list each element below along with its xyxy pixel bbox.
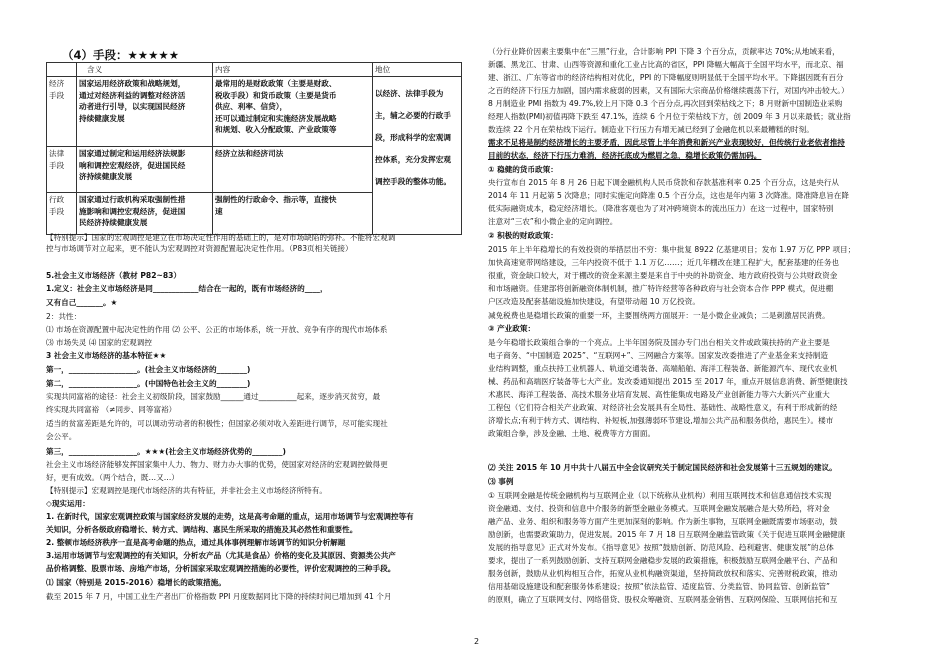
right-paragraph-line: 和市场融资。佳建部将创新融资体制机制，推广特许经营等各种政府与社会资本合作 PPP 模式，促进棚 [488,284,834,293]
cell-line: 速 [215,206,223,216]
left-paragraph-line: 适当的贫富差距是允许的，可以调动劳动者的积极性；但国家必须对收入差距进行调节，尽可能实现社 [46,419,388,428]
row-head-line: 经济 [49,79,65,89]
right-paragraph-line: ② 积极的财政政策： [488,231,558,240]
cell-line: 济持续健康发展 [79,172,133,182]
left-paragraph-line: 3 社会主义市场经济的基本特征★★ [46,351,167,360]
left-paragraph-line: 好，更有成效。（两个结合，既…又…） [46,473,179,482]
left-paragraph-line: 2：共性： [46,312,82,321]
left-paragraph-line: 第二，__________________。(中国特色社会主义的________) [46,379,251,388]
left-paragraph-line: 2. 整顿市场经济秩序一直是高考命题的热点，通过具体事例理解市场调节的知识分析解题 [46,538,346,547]
left-paragraph-line: 第三，__________________。★★★(社会主义市场经济优势的________) [46,447,286,456]
means-table [46,62,462,235]
row-head [47,193,77,235]
status-line: 控体系，充分发挥宏观 [375,155,451,165]
left-paragraph-line: 5.社会主义市场经济（教材 P82~83） [46,271,181,280]
left-paragraph-line: ◇现实运用： [46,499,90,508]
right-paragraph-line: 术惠民、海洋工程装备、高技术服务业培育发展、高性能集成电路及产业创新能力等六大新兴产业重大 [488,390,830,399]
cell-line: 还可以通过制定和实施经济发展战略 [215,113,337,123]
right-paragraph-line: 注意对“三农”和小微企业的定向调控。 [488,217,618,226]
meaning-cell [77,193,213,235]
right-paragraph-line: 信用基础设施建设和配套服务体系建设；按照“依法监管、适度监管、分类监管、协同监管、创新监管” [488,582,830,591]
cell-line: 民经济持续健康发展 [79,218,148,228]
left-paragraph-line: 3.运用市场调节与宏观调控的有关知识，分析农产品（尤其是食品）价格的变化及其原因、资源类公共产 [46,551,396,560]
content-cell [213,147,373,193]
right-paragraph-line: 加快高速宽带网络建设，三年内投资不低于 1.1 万亿……；近几年棚改在建工程扩大，配套基建的任务也 [488,258,840,267]
cell-line: 供应、利率、信贷）， [215,102,288,112]
left-paragraph-line: 【特别提示】国家的宏观调控是建立在市场决定性作用的基础上的，是对市场缺陷的弥补。不能将宏观调 [46,233,396,242]
left-paragraph-line: 社会主义市场经济能够发挥国家集中人力、物力、财力办大事的优势，使国家对经济的宏观调控做得更 [46,460,388,469]
right-paragraph-line: 资金融通、支付、投资和信息中介服务的新型金融业务模式。互联网金融发展融合是大势所趋，将对金 [488,504,830,513]
right-paragraph-line: 减免税费也是稳增长政策的重要一环，主要围绕两方面展开：一是小微企业减负；二是刺激居民消费。 [488,311,830,320]
right-paragraph-line: 户区改造及配套基础设施加快建设，有望带动超 10 万亿投资。 [488,297,700,306]
cell-line: 施影响和调控宏观经济，促进国 [79,206,186,216]
cell-line: 国家通过行政机构采取强制性措 [79,195,186,205]
right-paragraph-line: 械、药品和高端医疗装备等七大产业。发改委通知提出 2015 至 2017 年，重点开展信息消费、新型健康技 [488,377,848,386]
table-header-cell: 内容 [213,63,373,77]
left-paragraph-line: 1. 在新时代，国家宏观调控政策与国家经济发展的走势，这是高考命题的重点，运用市场调节与宏观调控等有 [46,512,414,521]
cell-line: 持续健康发展 [79,113,125,123]
left-paragraph-line: ⑴ 市场在资源配置中起决定性的作用 ⑵ 公平、公正的市场体系，统一开放、竞争有序的现代市场体系 [46,325,388,334]
right-paragraph-line: 服务创新，鼓励从业机构相互合作，拓宽从业机构融资渠道，坚持简政放权和落实、完善财税政策，推动 [488,569,838,578]
table-header-cell: 含义 [77,63,213,77]
right-paragraph-line: 新疆、黑龙江、甘肃、山西等资源和重化工业占比高的省区，PPI 降幅大幅高于全国平均水平，而北京、福 [488,60,844,69]
right-paragraph-line: 低实际融资成本，稳定经济增长。（降准客观也为了对冲跨境资本的流出压力）在这一过程中，国家特别 [488,204,834,213]
cell-line: 国家运用经济政策和战略规划， [79,79,186,89]
status-line: 以经济、法律手段为 [375,89,444,99]
content-cell [213,77,373,147]
row-head [47,77,77,147]
right-paragraph-line: 央行宣布自 2015 年 8 月 26 日起下调金融机构人民币贷款和存款基准利率 0.25 个百分点，这是央行从 [488,178,840,187]
left-paragraph-line: ⑴ 国家（特别是 2015-2016）稳增长的政策措施。 [46,578,226,587]
meaning-cell [77,77,213,147]
right-paragraph-line: 2014 年 11 月起第 5 次降息；同时实施定向降准 0.5 个百分点，这也是年内第 3 次降准。降准降息旨在降 [488,191,850,200]
cell-line: 税收手段）和货币政策（主要是货币 [215,90,337,100]
row-head-line: 法律 [49,149,65,159]
row-head-line: 手段 [49,206,65,216]
right-paragraph-line: 励创新，也需要政策助力，促进发展。2015 年 7 月 18 日互联网金融监管政策《关于促进互联网金融健康 [488,530,846,539]
left-paragraph-line: 会公平。 [46,432,77,441]
cell-line: 通过对经济利益的调整对经济活 [79,90,186,100]
content-cell [213,193,373,235]
right-paragraph-line: 工程包（它们符合相关产业政策、对经济社会发展具有全局性、基础性、战略性意义，有利于形成新的经 [488,403,838,412]
right-paragraph-line: 经理人指数(PMI)初值再降下跌至 47.1%，连续 6 个月位于荣枯线下方，创 2009 年 3 月以来最低；就业指 [488,112,851,121]
right-paragraph-line: 需求不足将是制约经济增长的主要矛盾，因此尽管上半年消费和新兴产业表现较好，但传统行业老依者推持 [488,138,845,147]
status-line: 主，辅之必要的行政手 [375,111,451,121]
status-line: 段，形成科学的宏观调 [375,133,451,143]
right-paragraph-line: 建、浙江、广东等省市的经济结构相对优化，PPI 的下降幅度则明显低于全国平均水平。下降据因既有百分 [488,73,844,82]
right-paragraph-line: ③ 产业政策： [488,324,536,333]
left-paragraph-line: 品价格调整、股票市场、房地产市场，分析国家采取宏观调控措施的必要性，评价宏观调控的三种手段。 [46,564,396,573]
right-paragraph-line: 电子商务、“中国制造 2025”、“互联网+”、三网融合方案等。国家发改委推进了产业基金来支持制造 [488,351,828,360]
table-header-cell: 地位 [373,63,462,77]
right-paragraph-line: 济增长点;有利于转方式、调结构、补短板,加强薄弱环节建设,增加公共产品和服务供给，惠民生）。楼市 [488,416,834,425]
right-paragraph-line: 要求，提出了一系列鼓励创新、支持互联网金融稳步发展的政策措施，积极鼓励互联网金融平台、产品和 [488,556,838,565]
page-number: 2 [474,637,480,646]
table-header-row [47,63,462,77]
cell-line: 国家通过制定和运用经济法规影 [79,149,186,159]
right-paragraph-line: 政策组合拳，涉及金融、土地、税费等方方面面。 [488,429,656,438]
right-paragraph-line: ① 稳健的货币政策： [488,165,558,174]
left-paragraph-line: 【特别提示】宏观调控是现代市场经济的共有特征，并非社会主义市场经济所特有。 [46,486,327,495]
left-paragraph-line: 又有自己_______。★ [46,298,118,307]
row-head-line: 手段 [49,90,65,100]
left-paragraph-line: 关知识，分析各级政府稳增长、转方式、调结构、惠民生所采取的措施及其必然性和重要性。 [46,525,358,534]
right-paragraph-line: ⑵ 关注 2015 年 10 月中共十八届五中全会议研究关于制定国民经济和社会发展第十三五规划的建议。 [488,463,837,472]
right-paragraph-line: （分行业降价因素主要集中在“三黑”行业，合计影响 PPI 下降 3 个百分点，贡献率达 70%;从地域来看， [488,47,840,56]
right-paragraph-line: 的原则，确立了互联网支付、网络借贷、股权众筹融资、互联网基金销售、互联网保险、互联网信托和互 [488,595,838,604]
row-head [47,147,77,193]
right-paragraph-line: 2015 年上半年稳增长的有效投资的举措层出不穷：集中批复 8922 亿基建项目；发布 1.97 万亿 PPP 项目； [488,245,856,254]
right-paragraph-line: 融产品、业务、组织和服务等方面产生更加深刻的影响。作为新生事物，互联网金融既需要市场驱动，鼓 [488,517,838,526]
left-paragraph-line: 截至 2015 年 7 月，中国工业生产者出厂价格指数 PPI 月度数据同比下降的持续时间已增加到 41 个月 [46,592,392,601]
cell-line: 最常用的是财政政策（主要是财政、 [215,79,337,89]
cell-line: 响和调控宏观经济，促进国民经 [79,160,186,170]
cell-line: 经济立法和经济司法 [215,149,284,159]
table-header-cell [47,63,77,77]
cell-line: 和规划、收入分配政策、产业政策等 [215,125,337,135]
right-paragraph-line: 发展的指导意见》正式对外发布。《指导意见》按照“鼓励创新、防范风险、趋利避害、健康发展”的总体 [488,543,834,552]
left-paragraph-line: 1.定义：社会主义市场经济是同____________结合在一起的，既有市场经济的____， [46,284,328,293]
right-paragraph-line: ⑶ 事例 [488,477,514,486]
left-paragraph-line: ⑶ 市场失灵 ⑷ 国家的宏观调控 [46,338,152,347]
row-head-line: 手段 [49,160,65,170]
status-cell [373,77,462,235]
right-paragraph-line: ① 互联网金融是传统金融机构与互联网企业（以下统称从业机构）利用互联网技术和信息通信技术实现 [488,491,832,500]
left-paragraph-line: 控与市场调节对立起来，更不能认为宏观调控对资源配置起决定性作用。（P83页相关链接） [46,244,353,253]
cell-line: 动者进行引导，以实现国民经济 [79,102,186,112]
right-paragraph-line: 很重，资金缺口较大，对于棚改的资金来源主要是来自于中央的补助资金、地方政府投资与公共财政资金 [488,271,838,280]
right-paragraph-line: 之百的经济下行压力加剧，国内需求疲弱的因素，又有国际大宗商品价格继续震荡下行，对国内冲击较大。） [488,86,849,95]
section-title: （4）手段：★★★★★ [62,48,180,62]
left-paragraph-line: 第一，__________________。(社会主义市场经济的________) [46,365,251,374]
row-head-line: 行政 [49,195,65,205]
right-paragraph-line: 数连续 22 个月在荣枯线下运行。制造业下行压力有增无减已经到了金融危机以来最糟糕的时刻。 [488,125,814,134]
left-paragraph-line: 终实现共同富裕 （≠同步、同等富裕） [46,405,177,414]
right-paragraph-line: 目前的状态，经济下行压力难消，经济托底成为燃眉之急，稳增长政策仍需加码。 [488,151,762,160]
right-paragraph-line: 8 月制造业 PMI 指数为 49.7%,较上月下降 0.3 个百分点,再次回到荣枯线之下；8 月财新中国制造业采购 [488,99,843,108]
right-paragraph-line: 业结构调整，重点扶持工业机器人、轨道交通装备、高端船舶、海洋工程装备、新能源汽车、现代农业机 [488,364,838,373]
meaning-cell [77,147,213,193]
cell-line: 强制性的行政命令、指示等，直接快 [215,195,337,205]
table-row [47,77,462,147]
status-line: 调控手段的整体功能。 [375,177,451,187]
right-paragraph-line: 是今年稳增长政策组合拳的一个亮点。上半年国务院及国办专门出台相关文件或政策扶持的产业主要是 [488,338,830,347]
left-paragraph-line: 实现共同富裕的途径：社会主义初级阶段，国家鼓励______通过__________起来，逐步消灭贫穷，最 [46,392,381,401]
